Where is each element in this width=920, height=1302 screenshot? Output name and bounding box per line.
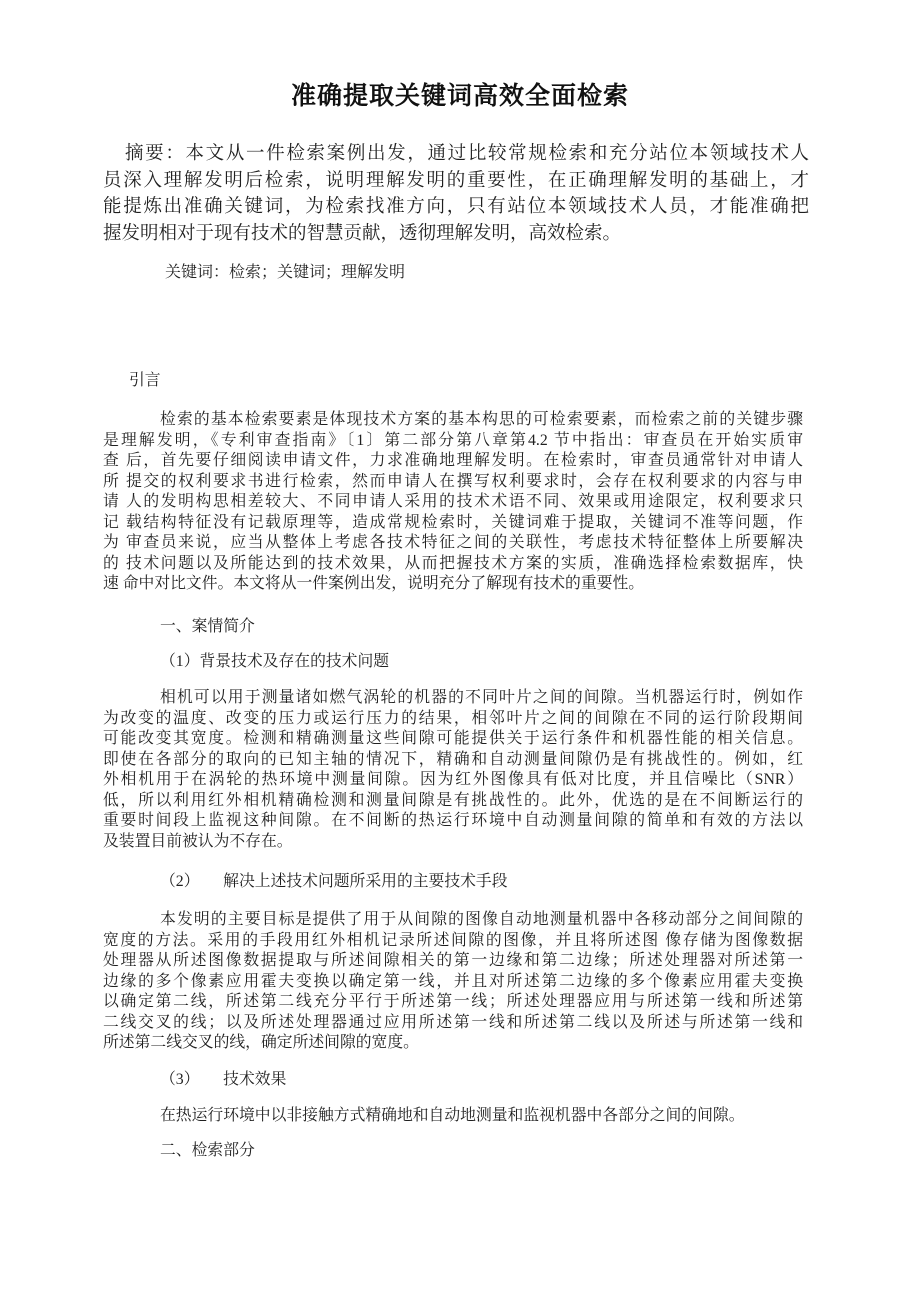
introduction-paragraph: 检索的基本检索要素是体现技术方案的基本构思的可检索要素，而检索之前的关键步骤 是理解发明，《专利审查指南》〔1〕第二部分第八章第4.2 节中指出：审查员在开始实质审 查 后，首先要仔细阅读申请文件，力求准确地理解发明。在检索时，审查员通常针对申请人 所 提交的权利要求书进行检索，然而申请人在撰写权利要求时，会存在权利要求的内容与申 请 人的发明构思相差较大、不同申请人采用的技术术语不同、效果或用途限定，权利要求只 记 载结构特征没有记载原理等，造成常规检索时，关键词难于提取，关键词不准等问题，作 为 审查员来说，应当从整体上考虑各技术特征之间的关联性，考虑技术特征整体上所要解决 的 技术问题以及所能达到的技术效果，从而把握技术方案的实质，准确选择检索数据库，快 速 命中对比文件。本文将从一件案例出发，说明充分了解现有技术的重要性。 xyxy=(103,411,803,592)
subsection-heading-technical-effect: （3） 技术效果 xyxy=(160,1071,287,1088)
subsection-heading-technical-means: （2） 解决上述技术问题所采用的主要技术手段 xyxy=(160,873,508,890)
document-title: 准确提取关键词高效全面检索 xyxy=(290,83,629,110)
background-paragraph: 相机可以用于测量诸如燃气涡轮的机器的不同叶片之间的间隙。当机器运行时，例如作 为改变的温度、改变的压力或运行压力的结果，相邻叶片之间的间隙在不同的运行阶段期间 可能改变其宽度。检测和精确测量这些间隙可能提供关于运行条件和机器性能的相关信息。 即使在各部分的取向的已知主轴的情况下，精确和自动测量间隙仍是有挑战性的。例如，红 外相机用于在涡轮的热环境中测量间隙。因为红外图像具有低对比度，并且信噪比（SNR） 低，所以利用红外相机精确检测和测量间隙是有挑战性的。此外，优选的是在不间断运行的 重要时间段上监视这种间隙。在不间断的热运行环境中自动测量间隙的简单和有效的方法以 及装置目前被认为不存在。 xyxy=(103,689,803,850)
section-heading-search-part: 二、检索部分 xyxy=(160,1142,255,1159)
abstract-paragraph: 摘要：本文从一件检索案例出发，通过比较常规检索和充分站位本领域技术人 员深入理解发明后检索，说明理解发明的重要性，在正确理解发明的基础上，才 能提炼出准确关键词，为检索找准方向，只有站位本领域技术人员，才能准确把 握发明相对于现有技术的智慧贡献，透彻理解发明，高效检索。 xyxy=(103,144,809,244)
keywords-line: 关键词：检索；关键词；理解发明 xyxy=(165,264,406,281)
technical-effect-paragraph: 在热运行环境中以非接触方式精确地和自动地测量和监视机器中各部分之间的间隙。 xyxy=(160,1107,745,1124)
section-heading-case-summary: 一、案情简介 xyxy=(160,618,255,635)
section-heading-introduction: 引言 xyxy=(129,372,161,389)
subsection-heading-background: （1）背景技术及存在的技术问题 xyxy=(160,653,390,670)
technical-means-paragraph: 本发明的主要目标是提供了用于从间隙的图像自动地测量机器中各移动部分之间间隙的 宽度的方法。采用的手段用红外相机记录所述间隙的图像，并且将所述图 像存储为图像数据 处理器从所述图像数据提取与所述间隙相关的第一边缘和第二边缘；所述处理器对所述第一 边缘的多个像素应用霍夫变换以确定第一线，并且对所述第二边缘的多个像素应用霍夫变换 以确定第二线，所述第二线充分平行于所述第一线；所述处理器应用与所述第一线和所述第 二线交叉的线；以及所述处理器通过应用所述第一线和所述第二线以及所述与所述第一线和 所述第二线交叉的线，确定所述间隙的宽度。 xyxy=(103,911,803,1051)
